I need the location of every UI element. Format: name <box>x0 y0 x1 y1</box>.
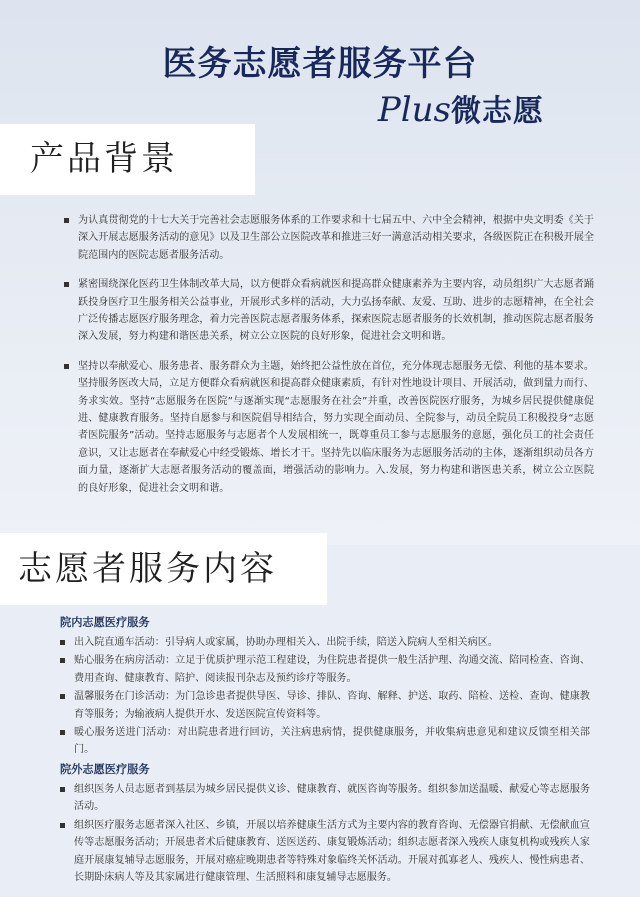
list-item: 温馨服务在门诊活动：为门急诊患者提供导医、导诊、排队、咨询、解释、护送、取药、陪检、送检、查询、健康教育等服务；为输液病人提供开水、发送医院宣传资料等。 <box>60 688 590 723</box>
section-heading-service: 志愿者服务内容 <box>18 549 277 589</box>
section-heading-band-service <box>0 533 327 605</box>
subtitle-plus: Plus <box>377 90 451 130</box>
list-item: 出入院直通车活动：引导病人或家属，协助办理相关入、出院手续，陪送入院病人至相关病区。 <box>60 634 590 651</box>
list-item: 紧密围绕深化医药卫生体制改革大局，以方便群众看病就医和提高群众健康素养为主要内容，动员组织广大志愿者踊跃投身医疗卫生服务相关公益事业，开展形式多样的活动，大力弘扬奉献、友爱、互助、进步的志愿精神，在全社会广泛传播志愿医疗服务理念，着力完善医院志愿者服务体系，探索医院志愿者服务的长效机制，推动医院志愿者服务深入发展，努力构建和谐医患关系，树立公立医院的良好形象，促进社会文明和谐。 <box>64 276 594 346</box>
outpatient-service-list <box>60 781 590 887</box>
list-item: 贴心服务在病房活动：立足于优质护理示范工程建设，为住院患者提供一般生活护理、沟通交流、陪同检查、咨询、费用查询、健康教育、陪护、阅读报刊杂志及预约诊疗等服务。 <box>60 652 590 687</box>
background-list <box>64 212 594 509</box>
subheading-inpatient: 院内志愿医疗服务 <box>60 616 150 629</box>
list-item: 坚持以奉献爱心、服务患者、服务群众为主题，始终把公益性放在首位，充分体现志愿服务无偿、利他的基本要求。坚持服务医改大局，立足方便群众看病就医和提高群众健康素质，有针对性地设计项目、开展活动，做到量力而行、务求实效。坚持“志愿服务在医院”与逐渐实现“志愿服务在社会”并重，改善医院医疗服务，为城乡居民提供健康促进、健康教育服务。坚持自愿参与和医院倡导相结合，努力实现全面动员、全院参与，动员全院员工积极投身“志愿者医院服务”活动。坚持志愿服务与志愿者个人发展相统一，既尊重员工参与志愿服务的意愿，强化员工的社会责任意识，又让志愿者在奉献爱心中经受锻炼、增长才干。坚持先以临床服务为志愿服务活动的主体，逐渐组织动员各方面力量，逐渐扩大志愿者服务活动的覆盖面，增强活动的影响力。入.发展，努力构建和谐医患关系，树立公立医院的良好形象，促进社会文明和谐。 <box>64 358 594 497</box>
list-item: 组织医务人员志愿者到基层为城乡居民提供义诊、健康教育、就医咨询等服务。组织参加送温暖、献爱心等志愿服务活动。 <box>60 781 590 816</box>
subtitle-wei-zhiyuan: 微志愿 <box>451 94 544 129</box>
subheading-outpatient: 院外志愿医疗服务 <box>60 763 150 776</box>
inpatient-service-list <box>60 634 590 760</box>
page-title: 医务志愿者服务平台 <box>162 44 478 84</box>
list-item: 组织医疗服务志愿者深入社区、乡镇，开展以培养健康生活方式为主要内容的教育咨询、无偿器官捐献、无偿献血宣传等志愿服务活动；开展患者术后健康教育、送医送药、康复锻炼活动；组织志愿者深入残疾人康复机构或残疾人家庭开展康复辅导志愿服务，开展对癌症晚期患者等特殊对象临终关怀活动。开展对孤寡老人、残疾人、慢性病患者、长期卧床病人等及其家属进行健康管理、生活照料和康复辅导志愿服务。 <box>60 817 590 887</box>
list-item: 为认真贯彻党的十七大关于完善社会志愿服务体系的工作要求和十七届五中、六中全会精神，根据中央文明委《关于深入开展志愿服务活动的意见》以及卫生部公立医院改革和推进三好一满意活动相关要求，各级医院正在积极开展全院范围内的医院志愿者服务活动。 <box>64 212 594 264</box>
section-heading-background: 产品背景 <box>30 139 178 179</box>
section-heading-band-background <box>0 124 255 195</box>
page-subtitle <box>378 86 544 130</box>
list-item: 暖心服务送进门活动：对出院患者进行回访，关注病患病情，提供健康服务，并收集病患意见和建议反馈至相关部门。 <box>60 724 590 759</box>
